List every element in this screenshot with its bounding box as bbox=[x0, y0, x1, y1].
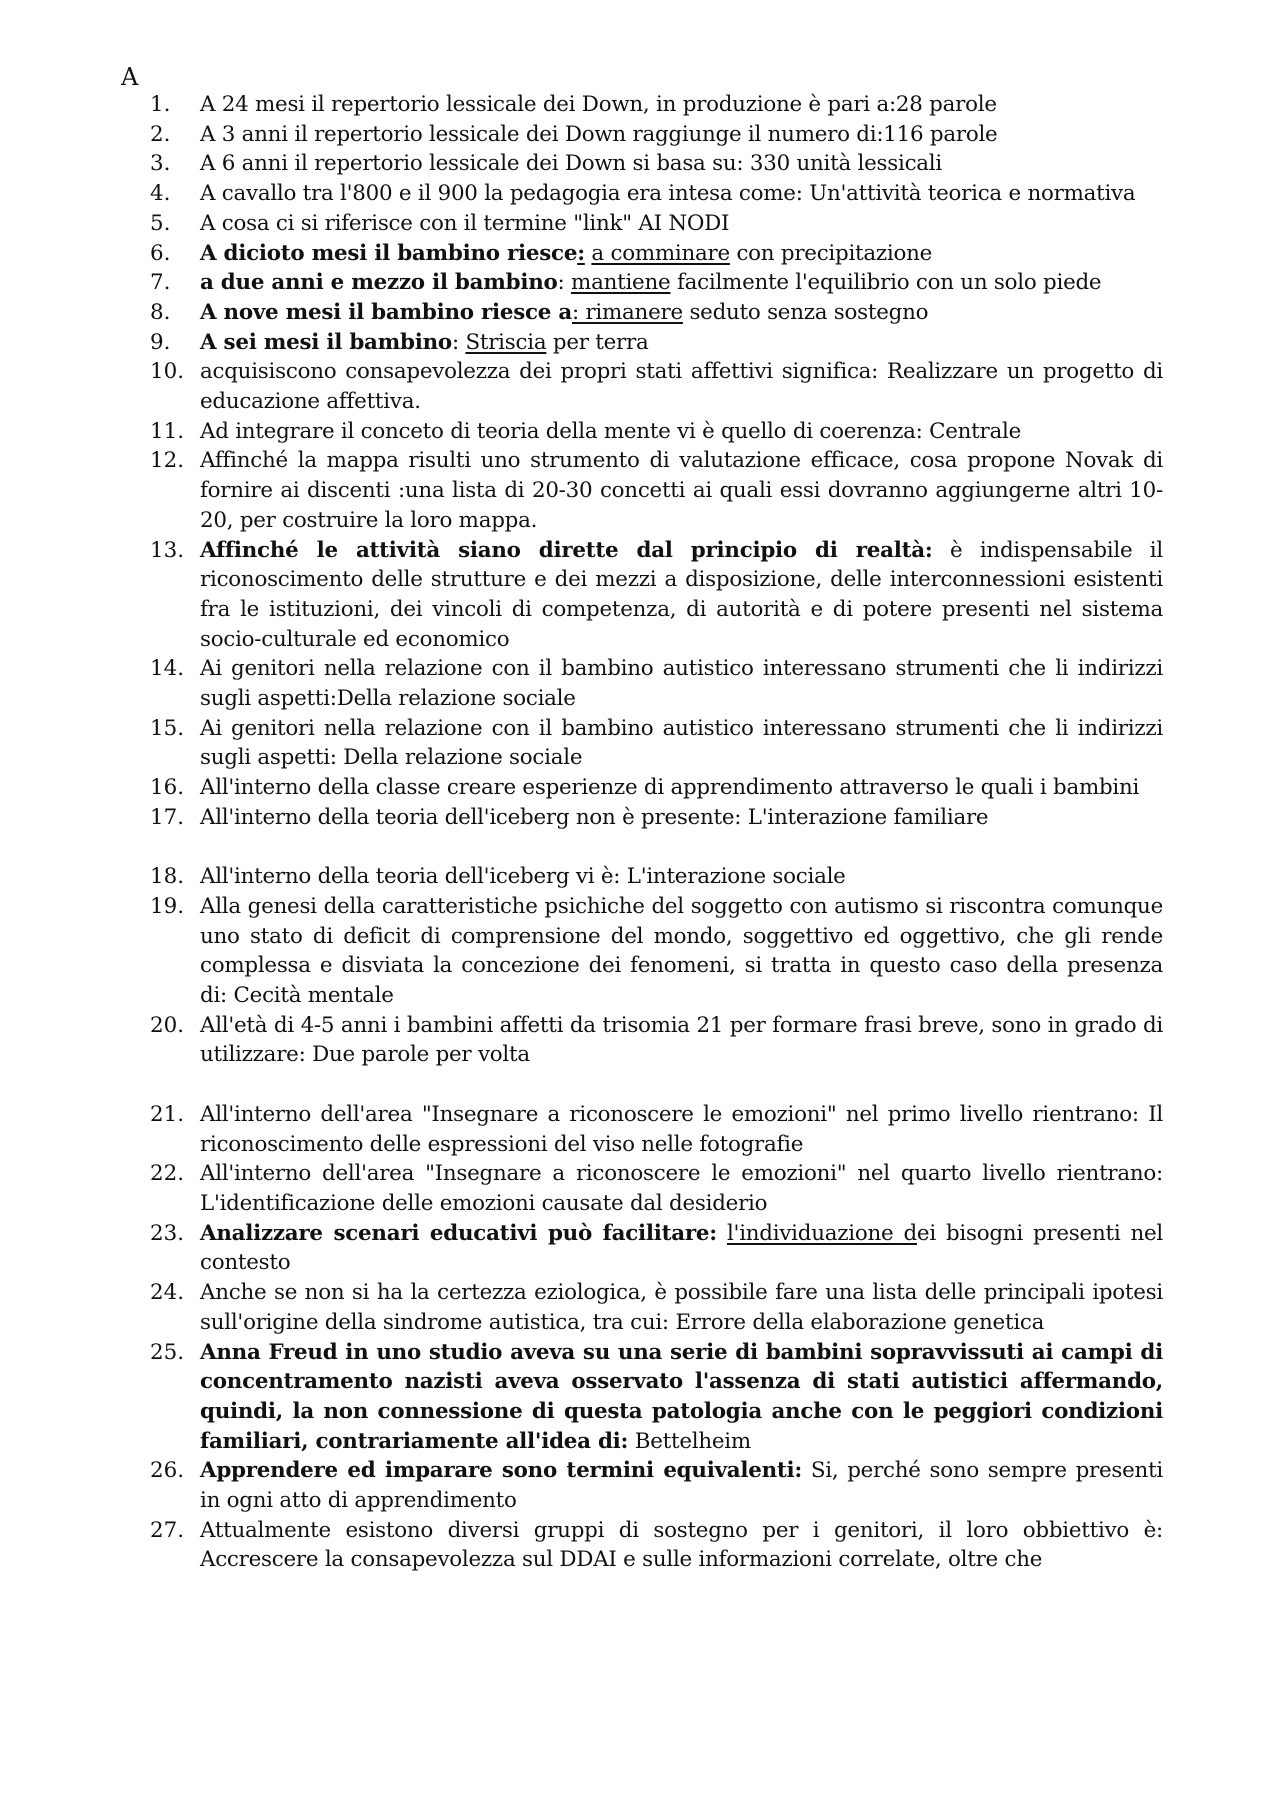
item-number: 10. bbox=[150, 359, 185, 385]
item-text: All'interno della teoria dell'iceberg non è presente: L'interazione familiare bbox=[200, 804, 989, 830]
item-number: 2. bbox=[150, 121, 171, 147]
item-text: All'interno della teoria dell'iceberg vi è: L'interazione sociale bbox=[200, 864, 846, 890]
item-text: Ai genitori nella relazione con il bambino autistico interessano strumenti che li indirizzi sugli aspetti: Della relazione sociale bbox=[200, 715, 1163, 771]
item-text: Bettelheim bbox=[628, 1428, 751, 1454]
item-number: 20. bbox=[150, 1012, 185, 1038]
list-item bbox=[0, 1278, 1280, 1337]
item-text: Attualmente esistono diversi gruppi di sostegno per i genitori, il loro obbiettivo è: Accrescere la consapevolezza sul DDAI e sulle informazioni correlate, oltre che bbox=[200, 1517, 1163, 1573]
item-number: 24. bbox=[150, 1280, 185, 1306]
list-item bbox=[0, 1219, 1280, 1278]
item-number: 17. bbox=[150, 804, 185, 830]
item-text: ei bisogni presenti nel contesto bbox=[200, 1220, 1163, 1276]
item-question-bold: Affinché le attività siano dirette dal principio di realtà: bbox=[200, 537, 933, 563]
list-item bbox=[0, 1100, 1280, 1159]
item-question-bold: Analizzare scenari educativi può facilitare: bbox=[200, 1220, 717, 1246]
item-text: Ad integrare il conceto di teoria della mente vi è quello di coerenza: Centrale bbox=[200, 418, 1021, 444]
list-item bbox=[0, 417, 1280, 447]
list-item bbox=[0, 773, 1280, 803]
item-number: 8. bbox=[150, 299, 171, 325]
item-text: All'interno dell'area "Insegnare a riconoscere le emozioni" nel quarto livello rientrano: L'identificazione delle emozioni causate dal desiderio bbox=[200, 1161, 1163, 1216]
list-item bbox=[0, 1159, 1280, 1218]
list-item bbox=[0, 1011, 1280, 1070]
item-number: 3. bbox=[150, 151, 171, 177]
item-text: con precipitazione bbox=[729, 240, 933, 266]
item-number: 14. bbox=[150, 656, 185, 682]
item-text: Si, perché sono sempre presenti in ogni atto di apprendimento bbox=[200, 1458, 1164, 1514]
item-number: 23. bbox=[150, 1220, 185, 1246]
list-item bbox=[0, 654, 1280, 713]
list-item bbox=[0, 803, 1280, 833]
item-text: All'interno dell'area "Insegnare a riconoscere le emozioni" nel primo livello rientrano: Il riconoscimento delle espressioni del viso nelle fotografie bbox=[200, 1101, 1163, 1157]
item-text: Alla genesi della caratteristiche psichiche del soggetto con autismo si riscontra comunque uno stato di deficit di comprensione del mondo, soggettivo ed oggettivo, che gli rende complessa e disviata la concezione dei fenomeni, si tratta in questo caso della presenza di: Cecità mentale bbox=[200, 893, 1163, 1009]
item-text: A cavallo tra l'800 e il 900 la pedagogia era intesa come: Un'attività teorica e normativa bbox=[200, 181, 1136, 207]
list-item bbox=[0, 536, 1280, 655]
item-number: 7. bbox=[150, 270, 171, 296]
list-item bbox=[0, 239, 1280, 269]
item-text: : bbox=[451, 329, 466, 355]
item-text: : bbox=[557, 270, 572, 296]
item-number: 12. bbox=[150, 448, 185, 474]
list-item bbox=[0, 1516, 1280, 1575]
item-number: 13. bbox=[150, 537, 185, 563]
item-number: 6. bbox=[150, 240, 171, 266]
item-number: 1. bbox=[150, 92, 171, 117]
item-question-bold: A dicioto mesi il bambino riesce bbox=[200, 240, 578, 266]
item-text: per terra bbox=[546, 329, 649, 355]
list-item bbox=[0, 90, 1280, 120]
item-text bbox=[717, 1221, 727, 1246]
item-text: facilmente l'equilibrio con un solo piede bbox=[670, 270, 1102, 296]
list-item bbox=[0, 298, 1280, 328]
item-number: 27. bbox=[150, 1517, 185, 1543]
item-underlined-text: : rimanere bbox=[571, 299, 683, 325]
item-number: 21. bbox=[150, 1101, 185, 1127]
item-text: A 24 mesi il repertorio lessicale dei Down, in produzione è pari a:28 parole bbox=[200, 92, 997, 117]
list-item bbox=[0, 446, 1280, 535]
list-item bbox=[0, 1456, 1280, 1515]
item-question-bold: A sei mesi il bambino bbox=[200, 329, 452, 355]
item-number: 5. bbox=[150, 210, 171, 236]
list-item bbox=[0, 120, 1280, 150]
item-number: 18. bbox=[150, 864, 185, 890]
item-question-bold: a due anni e mezzo il bambino bbox=[200, 270, 558, 296]
list-item bbox=[0, 328, 1280, 358]
item-text: Affinché la mappa risulti uno strumento di valutazione efficace, cosa propone Novak di fornire ai discenti :una lista di 20-30 concetti ai quali essi dovranno aggiungerne altri 10-20, per costruire la loro mappa. bbox=[200, 448, 1163, 533]
list-item bbox=[0, 149, 1280, 179]
item-text: è indispensabile il riconoscimento delle strutture e dei mezzi a disposizione, delle interconnessioni esistenti fra le istituzioni, dei vincoli di competenza, di autorità e di potere presenti nel sistema socio-culturale ed economico bbox=[200, 537, 1163, 652]
item-text: A 3 anni il repertorio lessicale dei Down raggiunge il numero di:116 parole bbox=[200, 121, 998, 147]
item-text: Anche se non si ha la certezza eziologica, è possibile fare una lista delle principali ipotesi sull'origine della sindrome autistica, tra cui: Errore della elaborazione genetica bbox=[200, 1280, 1163, 1335]
item-text: seduto senza sostegno bbox=[682, 299, 929, 325]
list-item bbox=[0, 714, 1280, 773]
item-number: 22. bbox=[150, 1161, 185, 1187]
item-text: All'interno della classe creare esperienze di apprendimento attraverso le quali i bambini bbox=[200, 775, 1140, 801]
item-underlined-text: Striscia bbox=[465, 329, 547, 355]
item-text: Ai genitori nella relazione con il bambino autistico interessano strumenti che li indirizzi sugli aspetti:Della relazione sociale bbox=[200, 656, 1163, 712]
item-question-bold: Anna Freud in uno studio aveva su una serie di bambini sopravvissuti ai campi di concentramento nazisti aveva osservato l'assenza di stati autistici affermando, quindi, la non connessione di questa patologia anche con le peggiori condizioni familiari, contrariamente all'idea di: bbox=[200, 1339, 1163, 1454]
list-item bbox=[0, 209, 1280, 239]
item-underlined-text: mantiene bbox=[571, 270, 671, 296]
item-number: 19. bbox=[150, 893, 185, 919]
item-number: 25. bbox=[150, 1339, 185, 1365]
item-number: 26. bbox=[150, 1458, 185, 1484]
item-text: A cosa ci si riferisce con il termine "link" AI NODI bbox=[200, 210, 730, 236]
item-number: 16. bbox=[150, 775, 185, 801]
list-item bbox=[0, 268, 1280, 298]
list-item bbox=[0, 892, 1280, 1011]
list-item bbox=[0, 357, 1280, 416]
item-text: A 6 anni il repertorio lessicale dei Down si basa su: 330 unità lessicali bbox=[200, 151, 942, 177]
item-number: 4. bbox=[150, 181, 171, 207]
item-number: 9. bbox=[150, 329, 171, 355]
question-list bbox=[0, 90, 1280, 1575]
section-letter: A bbox=[121, 63, 139, 91]
item-question-bold: Apprendere ed imparare sono termini equivalenti: bbox=[200, 1458, 803, 1484]
item-text: acquisiscono consapevolezza dei propri stati affettivi significa: Realizzare un progetto di educazione affettiva. bbox=[200, 359, 1163, 415]
item-text: All'età di 4-5 anni i bambini affetti da trisomia 21 per formare frasi breve, sono in grado di utilizzare: Due parole per volta bbox=[200, 1012, 1163, 1068]
list-item bbox=[0, 179, 1280, 209]
item-underlined-text: l'individuazione d bbox=[726, 1220, 917, 1246]
item-number: 15. bbox=[150, 715, 185, 741]
item-number: 11. bbox=[150, 418, 185, 444]
item-question-bold: A nove mesi il bambino riesce a bbox=[200, 299, 572, 325]
list-item bbox=[0, 1338, 1280, 1457]
item-question-bold-underlined: : bbox=[577, 240, 585, 266]
list-item bbox=[0, 862, 1280, 892]
item-underlined-text: a comminare bbox=[591, 240, 730, 266]
